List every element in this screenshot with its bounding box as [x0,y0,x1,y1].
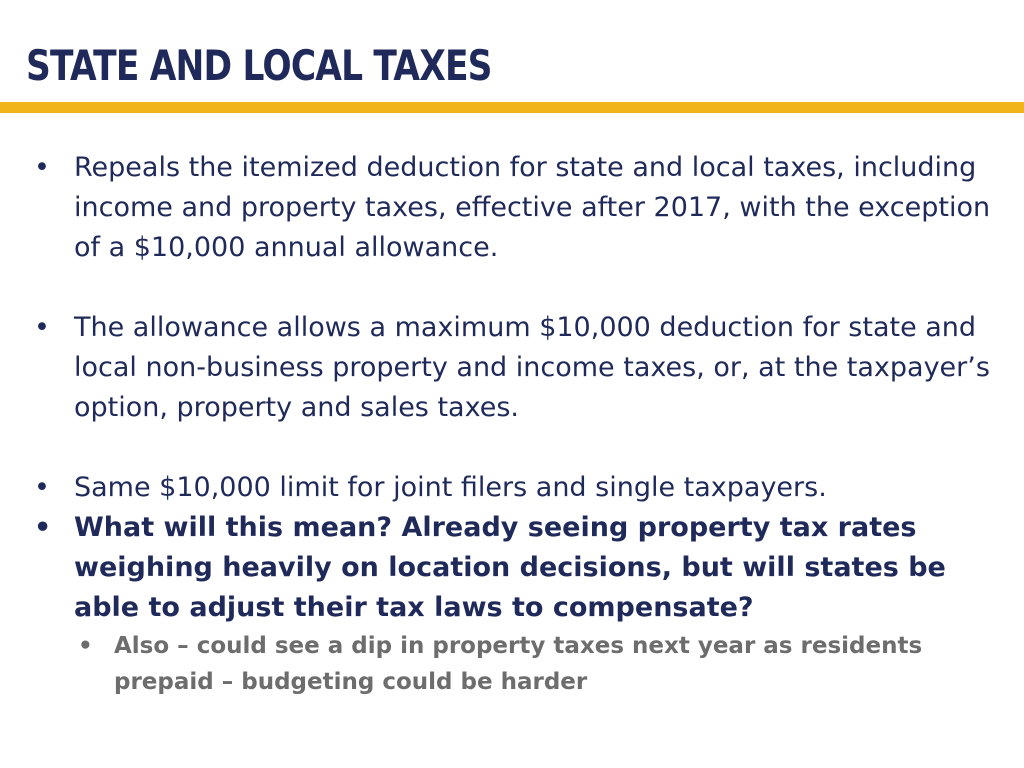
sub-bullet-text: Also – could see a dip in property taxes next year as residents prepaid – budgeting could be harder [114,633,923,695]
bullet-list [28,148,994,700]
slide-title: STATE AND LOCAL TAXES [26,41,492,90]
bullet-item [28,148,994,268]
bullet-text: Repeals the itemized deduction for state and local taxes, including income and property taxes, effective after 2017, with the exception of a $10,000 annual allowance. [74,152,991,263]
bullet-text: The allowance allows a maximum $10,000 deduction for state and local non-business property and income taxes, or, at the taxpayer’s option, property and sales taxes. [74,312,990,423]
title-divider [0,102,1024,113]
bullet-dot-icon: • [34,472,50,503]
sub-bullet-item [74,628,994,700]
bullet-dot-icon: • [34,512,52,543]
sub-bullet-dot-icon: • [78,633,93,659]
bullet-text: What will this mean? Already seeing property tax rates weighing heavily on location decisions, but will states be able to adjust their tax laws to compensate? [74,512,946,623]
bullet-dot-icon: • [34,152,50,183]
bullet-item [28,308,994,428]
bullet-text: Same $10,000 limit for joint filers and single taxpayers. [74,472,827,503]
bullet-item-emphasis [28,508,994,628]
bullet-dot-icon: • [34,312,50,343]
bullet-item [28,468,994,508]
